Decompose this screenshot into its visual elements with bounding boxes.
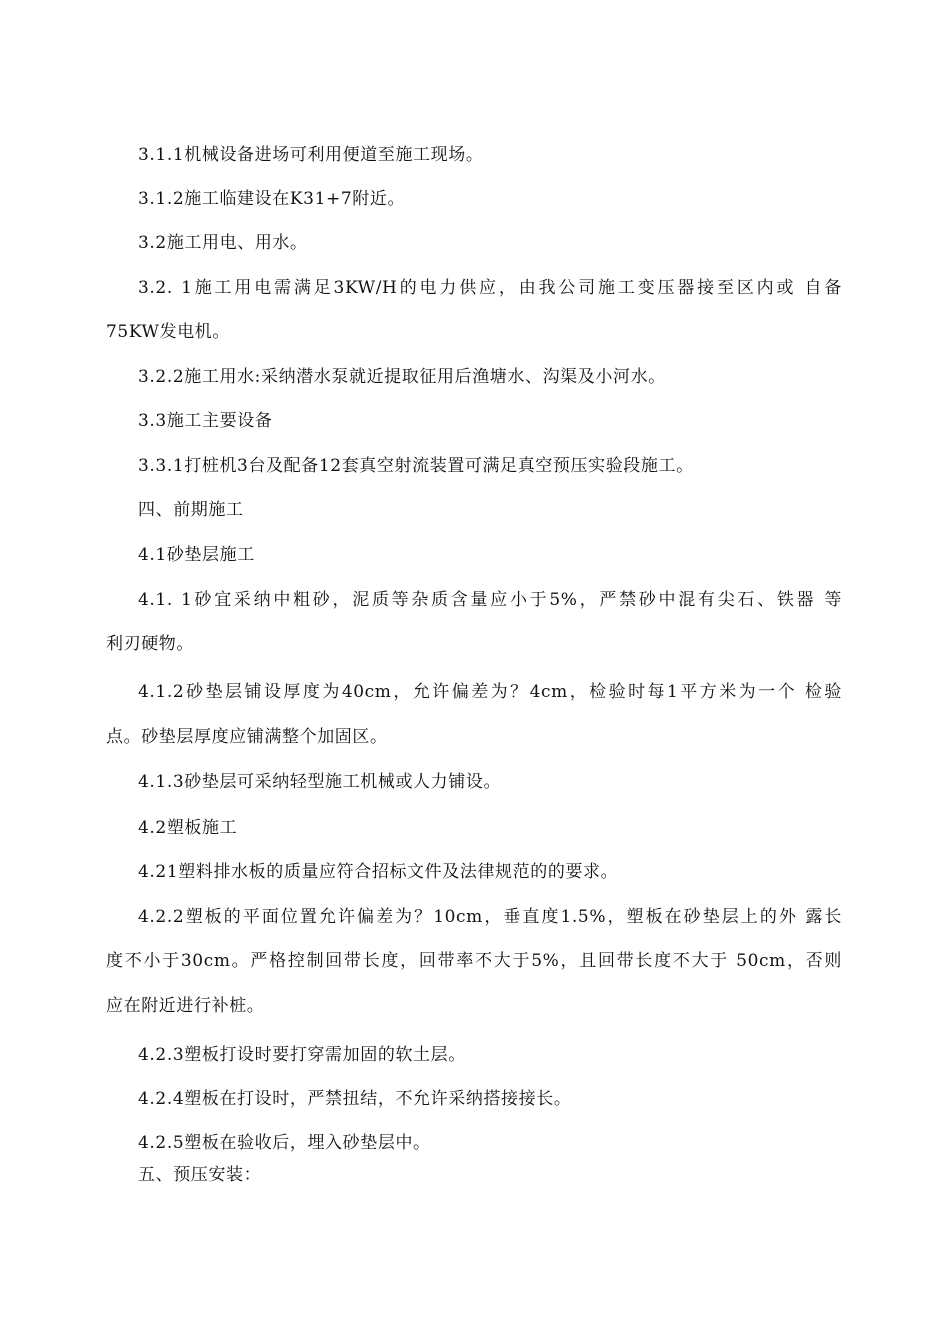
para-4-1-3: 4.1.3砂垫层可采纳轻型施工机械或人力铺设。: [138, 772, 502, 792]
para-4-1-2-line-2: 点。砂垫层厚度应铺满整个加固区。: [106, 727, 388, 747]
para-4-1-1-line-2: 利刃硬物。: [106, 634, 194, 654]
para-4-2-5: 4.2.5塑板在验收后，埋入砂垫层中。: [138, 1133, 431, 1153]
heading-section-4: 四、前期施工: [138, 500, 244, 520]
heading-4-1: 4.1砂垫层施工: [138, 545, 255, 565]
para-4-2-3: 4.2.3塑板打设时要打穿需加固的软土层。: [138, 1045, 466, 1065]
para-4-2-2-line-3: 应在附近进行补桩。: [106, 996, 265, 1016]
para-4-1-1-line-1: 4.1. 1砂宜采纳中粗砂，泥质等杂质含量应小于5%，严禁砂中混有尖石、铁器 等: [138, 590, 842, 610]
para-3-2-1-line-1: 3.2. 1施工用电需满足3KW/H的电力供应，由我公司施工变压器接至区内或 自备: [138, 278, 842, 298]
para-4-2-2-line-1: 4.2.2塑板的平面位置允许偏差为？10cm，垂直度1.5%，塑板在砂垫层上的外 露长: [138, 907, 842, 927]
para-3-1-2: 3.1.2施工临建设在K31+7附近。: [138, 189, 406, 209]
para-4-2-1: 4.21塑料排水板的质量应符合招标文件及法律规范的的要求。: [138, 862, 619, 882]
heading-3-2: 3.2施工用电、用水。: [138, 233, 308, 253]
para-3-2-2: 3.2.2施工用水:采纳潜水泵就近提取征用后渔塘水、沟渠及小河水。: [138, 367, 666, 387]
para-3-2-1-line-2: 75KW发电机。: [106, 322, 230, 342]
para-4-2-2-line-2: 度不小于30cm。严格控制回带长度，回带率不大于5%，且回带长度不大于 50cm，否则: [106, 951, 842, 971]
para-4-2-4: 4.2.4塑板在打设时，严禁扭结，不允许采纳搭接接长。: [138, 1089, 572, 1109]
para-3-3-1: 3.3.1打桩机3台及配备12套真空射流装置可满足真空预压实验段施工。: [138, 456, 694, 476]
para-3-1-1: 3.1.1机械设备进场可利用便道至施工现场。: [138, 145, 484, 165]
heading-3-3: 3.3施工主要设备: [138, 411, 273, 431]
para-4-1-2-line-1: 4.1.2砂垫层铺设厚度为40cm，允许偏差为？4cm，检验时每1平方米为一个 检验: [138, 682, 842, 702]
heading-4-2: 4.2塑板施工: [138, 818, 238, 838]
heading-section-5: 五、预压安装：: [138, 1165, 262, 1185]
